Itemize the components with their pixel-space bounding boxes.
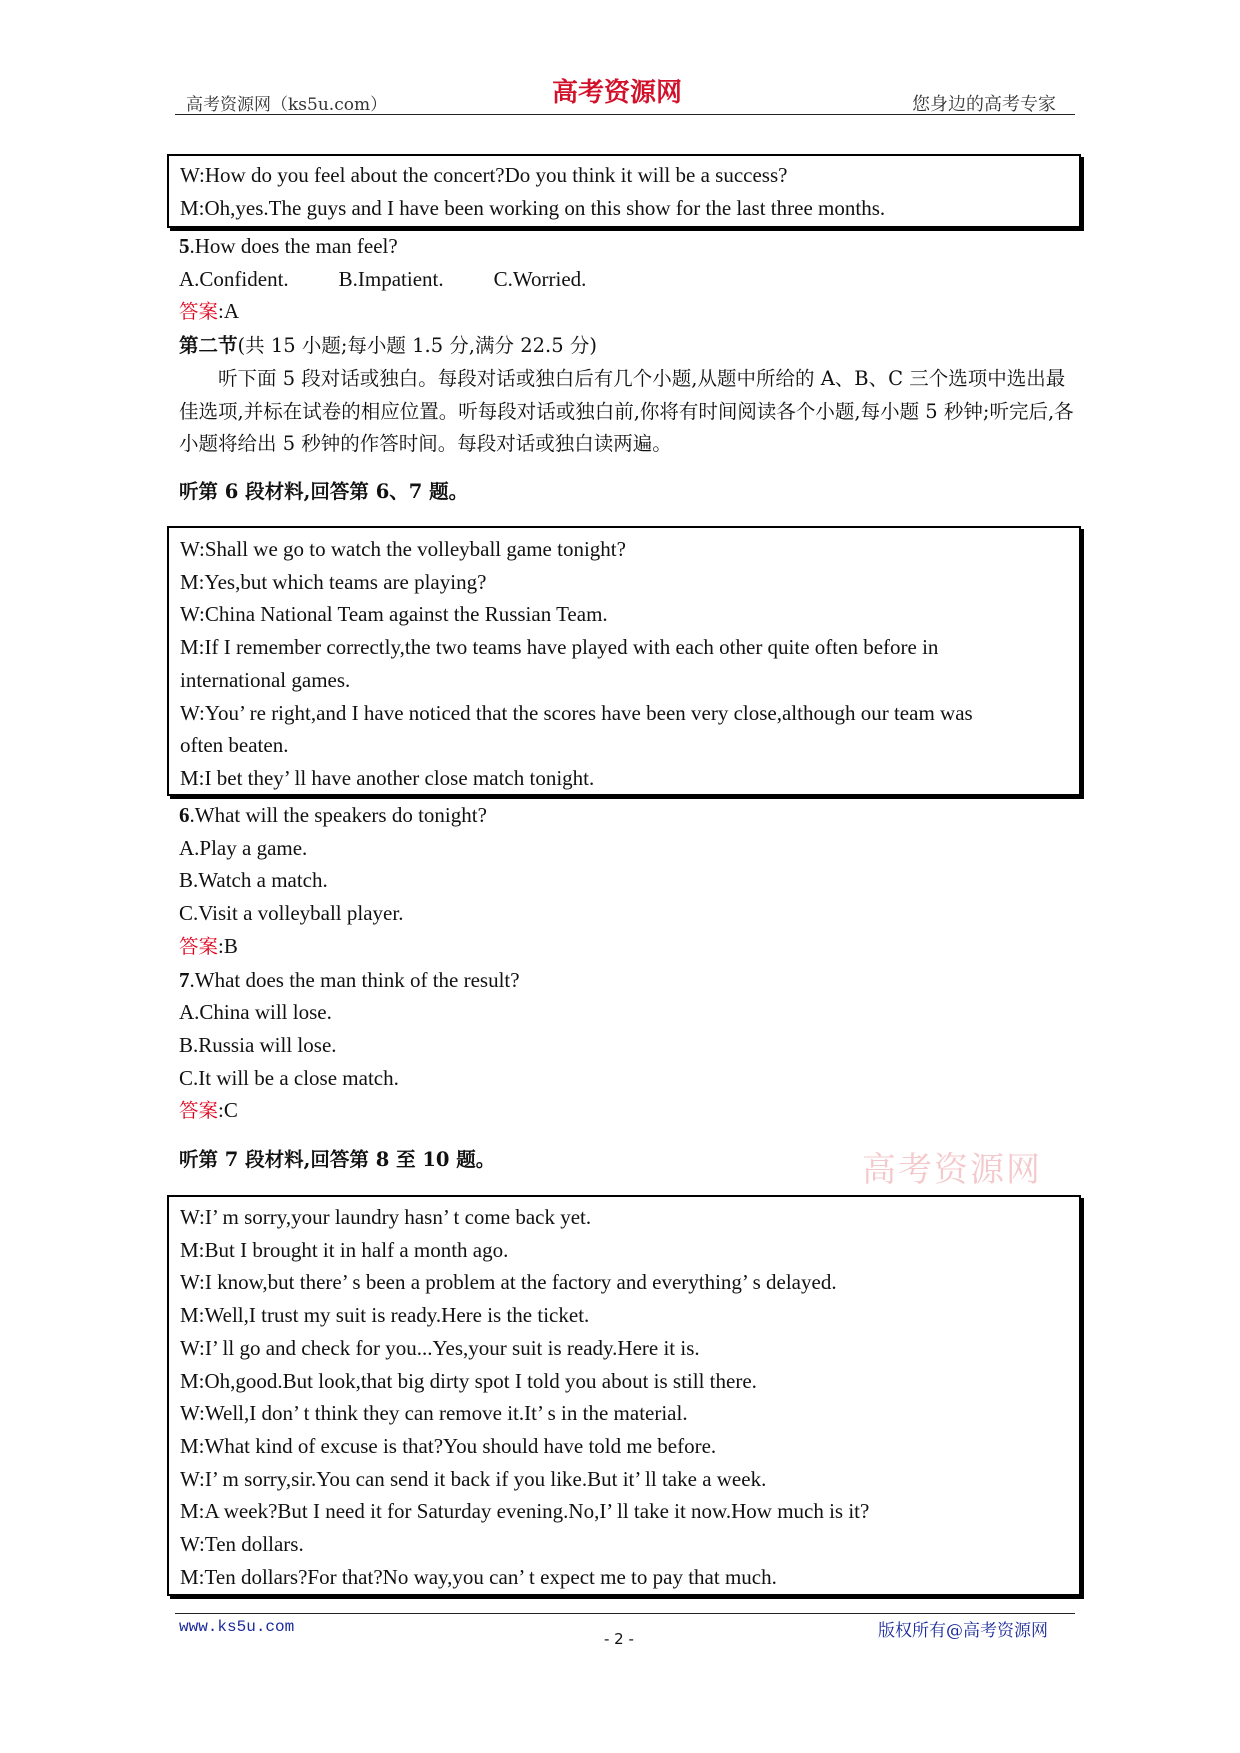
dialog-line: W:Ten dollars.	[180, 1532, 304, 1557]
dialog-line: W:I know,but there’ s been a problem at the factory and everything’ s delayed.	[180, 1270, 837, 1295]
option-a: A.China will lose.	[179, 1000, 332, 1025]
answer-value: :B	[218, 933, 238, 958]
dialog-line: M:Ten dollars?For that?No way,you can’ t expect me to pay that much.	[180, 1564, 777, 1589]
dialog-line: often beaten.	[180, 733, 289, 758]
dialog-box-7	[167, 1195, 1081, 1596]
question-number: 6	[179, 803, 190, 827]
dialog-line: M:Oh,yes.The guys and I have been working on this show for the last three months.	[180, 195, 886, 220]
header-site-name: 高考资源网（ks5u.com）	[186, 95, 388, 115]
dialog-line: W:You’ re right,and I have noticed that the scores have been very close,although our team was	[180, 700, 973, 725]
footer-divider	[175, 1613, 1075, 1614]
option-a: A.Confident.	[179, 266, 289, 291]
dialog-line: W:Shall we go to watch the volleyball game tonight?	[180, 537, 626, 561]
dialog-box-5	[167, 154, 1081, 228]
watermark-logo: 高考资源网	[862, 1150, 1042, 1190]
question-text: .What does the man think of the result?	[189, 967, 520, 992]
dialog-line: W:How do you feel about the concert?Do you think it will be a success?	[180, 163, 788, 187]
dialog-box-6	[167, 526, 1081, 796]
material-6-heading: 听第 6 段材料,回答第 6、7 题。	[179, 480, 469, 503]
dialog-line: M:A week?But I need it for Saturday evening.No,I’ ll take it now.How much is it?	[180, 1499, 870, 1524]
section-title: 第二节	[179, 334, 238, 358]
answer-label: 答案	[179, 1099, 219, 1123]
dialog-line: W:I’ ll go and check for you...Yes,your suit is ready.Here it is.	[180, 1335, 700, 1360]
answer-label: 答案	[179, 934, 219, 958]
section-detail: (共 15 小题;每小题 1.5 分,满分 22.5 分)	[237, 334, 597, 358]
header-slogan: 您身边的高考专家	[912, 94, 1056, 115]
option-b: B.Impatient.	[338, 266, 444, 291]
option-b: B.Russia will lose.	[179, 1032, 337, 1057]
header-divider	[175, 114, 1075, 115]
question-number: 7	[179, 967, 190, 992]
dialog-line: M:Well,I trust my suit is ready.Here is the ticket.	[180, 1303, 590, 1328]
answer-value: :A	[218, 299, 240, 324]
option-c: C.It will be a close match.	[179, 1065, 399, 1090]
questions-6-7	[179, 799, 1079, 1128]
dialog-line: W:I’ m sorry,your laundry hasn’ t come back yet.	[180, 1205, 592, 1229]
header-logo: 高考资源网	[552, 78, 683, 108]
option-b: B.Watch a match.	[179, 868, 328, 893]
dialog-line: M:Yes,but which teams are playing?	[180, 569, 487, 594]
dialog-line: M:But I brought it in half a month ago.	[180, 1237, 509, 1262]
answer-label: 答案	[179, 300, 219, 324]
dialog-line: W:I’ m sorry,sir.You can send it back if you like.But it’ ll take a week.	[180, 1466, 767, 1491]
section-instructions: 听下面 5 段对话或独白。每段对话或独白后有几个小题,从题中所给的 A、B、C 三个选项中选出最佳选项,并标在试卷的相应位置。听每段对话或独白前,你将有时间阅读各个小题,每小题 5 秒钟;听完后,各小题将给出 5 秒钟的作答时间。每段对话或独白读两遍。	[179, 366, 1074, 456]
dialog-line: M:Oh,good.But look,that big dirty spot I told you about is still there.	[180, 1368, 757, 1393]
dialog-line: W:Well,I don’ t think they can remove it.It’ s in the material.	[180, 1401, 688, 1426]
question-5	[179, 230, 1079, 461]
footer-copyright: 版权所有@高考资源网	[878, 1621, 1048, 1641]
dialog-line: M:I bet they’ ll have another close match tonight.	[180, 765, 595, 790]
dialog-line: M:If I remember correctly,the two teams have played with each other quite often before in	[180, 635, 939, 660]
answer-value: :C	[218, 1098, 238, 1123]
option-c: C.Visit a volleyball player.	[179, 901, 404, 926]
material-7-heading: 听第 7 段材料,回答第 8 至 10 题。	[179, 1148, 496, 1171]
dialog-line: international games.	[180, 667, 351, 692]
question-text: .What will the speakers do tonight?	[189, 803, 487, 827]
page-number: - 2 -	[604, 1630, 634, 1648]
option-a: A.Play a game.	[179, 835, 308, 860]
option-c: C.Worried.	[493, 266, 587, 291]
dialog-line: M:What kind of excuse is that?You should have told me before.	[180, 1433, 717, 1458]
question-text: .How does the man feel?	[189, 234, 398, 258]
dialog-line: W:China National Team against the Russian Team.	[180, 602, 608, 627]
footer-site-link[interactable]: www.ks5u.com	[179, 1618, 295, 1636]
question-number: 5	[179, 234, 190, 258]
